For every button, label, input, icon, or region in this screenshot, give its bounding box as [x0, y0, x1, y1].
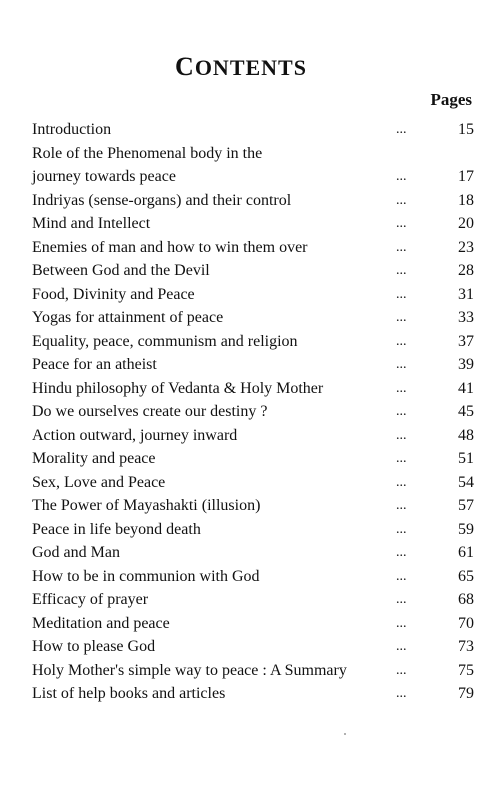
toc-entry: [32, 518, 474, 542]
toc-entry: [32, 212, 474, 236]
toc-entry: [32, 424, 474, 448]
toc-entry-leader: ...: [396, 451, 407, 466]
toc-entry-page-number: 28: [458, 262, 474, 279]
toc-entry-leader: ...: [396, 310, 407, 325]
toc-entry-page-number: 17: [458, 168, 474, 185]
toc-entry-page-number: 61: [458, 544, 474, 561]
toc-entry-title: The Power of Mayashakti (illusion): [32, 497, 261, 514]
toc-entry-page-number: 79: [458, 685, 474, 702]
toc-entry-leader: ...: [396, 545, 407, 560]
toc-entry-title: Between God and the Devil: [32, 262, 210, 279]
toc-entry-title: Do we ourselves create our destiny ?: [32, 403, 268, 420]
toc-entry-page-number: 31: [458, 285, 474, 303]
toc-entry: [32, 353, 474, 377]
toc-entry-leader: ...: [396, 286, 407, 302]
toc-entry-leader: ...: [396, 662, 407, 678]
toc-entry: [32, 189, 474, 213]
toc-entry-page-number: 33: [458, 309, 474, 326]
toc-entry-title: Morality and peace: [32, 450, 156, 467]
toc-entry-title: How to please God: [32, 638, 156, 655]
toc-entry-title: Action outward, journey inward: [32, 426, 238, 444]
toc-entry-leader: ...: [396, 686, 407, 701]
toc-entry-page-number: 51: [458, 450, 474, 467]
toc-entry-title: Indriyas (sense-organs) and their control: [32, 191, 292, 209]
toc-entry: [32, 165, 474, 189]
toc-entry-leader: ...: [396, 192, 407, 208]
toc-entry-page-number: 68: [458, 591, 474, 608]
toc-entry: [32, 236, 474, 260]
title-rest: ONTENTS: [194, 55, 307, 80]
toc-entry-leader: ...: [396, 592, 407, 607]
toc-entry-leader: ...: [396, 169, 407, 184]
toc-entry-page-number: 23: [458, 238, 474, 256]
toc-entry-leader: ...: [396, 239, 407, 255]
toc-entry-page-number: 41: [458, 379, 474, 397]
toc-entry-title: Meditation and peace: [32, 614, 170, 632]
toc-entry-title: Introduction: [32, 121, 112, 138]
toc-entry-page-number: 39: [458, 356, 474, 373]
toc-entry-leader: ...: [396, 568, 407, 584]
toc-entry-title: Efficacy of prayer: [32, 591, 149, 608]
toc-entry: [32, 471, 474, 495]
toc-entry-page-number: 15: [458, 121, 474, 138]
print-speck: [344, 733, 346, 735]
toc-entry-title: God and Man: [32, 544, 120, 561]
toc-entry-leader: ...: [396, 427, 407, 443]
toc-entry: [32, 541, 474, 565]
toc-entry-page-number: 70: [458, 614, 474, 632]
toc-entry-title: Equality, peace, communism and religion: [32, 332, 298, 350]
toc-entry-page-number: 65: [458, 567, 474, 585]
title-initial: C: [175, 52, 195, 81]
toc-entry-page-number: 59: [458, 520, 474, 538]
page-title: [0, 52, 482, 82]
toc-entry-leader: ...: [396, 122, 407, 137]
toc-entry: [32, 494, 474, 518]
toc-entry: [32, 400, 474, 424]
toc-entry-page-number: 48: [458, 426, 474, 444]
toc-entry: [32, 659, 474, 683]
toc-entry: [32, 377, 474, 401]
toc-entry-leader: ...: [396, 474, 407, 490]
table-of-contents: [32, 118, 474, 706]
toc-entry: [32, 682, 474, 706]
toc-entry: [32, 118, 474, 142]
toc-entry-page-number: 73: [458, 638, 474, 655]
toc-entry: [32, 612, 474, 636]
toc-entry: [32, 635, 474, 659]
toc-entry-title: Holy Mother's simple way to peace : A Summary: [32, 661, 347, 679]
pages-column-heading: Pages: [430, 90, 472, 109]
toc-entry-leader: ...: [396, 380, 407, 396]
toc-entry: [32, 259, 474, 283]
toc-entry-title: Sex, Love and Peace: [32, 473, 166, 491]
toc-entry-title: Peace for an atheist: [32, 356, 157, 373]
toc-entry-leader: ...: [396, 521, 407, 537]
toc-entry: [32, 447, 474, 471]
toc-entry-leader: ...: [396, 263, 407, 278]
toc-entry-page-number: 54: [458, 473, 474, 491]
toc-entry: [32, 588, 474, 612]
toc-entry-leader: ...: [396, 404, 407, 419]
toc-entry: [32, 283, 474, 307]
toc-entry-title: Mind and Intellect: [32, 215, 151, 232]
toc-entry-title: Enemies of man and how to win them over: [32, 238, 308, 256]
toc-entry-page-number: 18: [458, 191, 474, 209]
toc-entry-leader: ...: [396, 333, 407, 349]
toc-entry-title: Role of the Phenomenal body in the: [32, 144, 263, 162]
toc-entry: [32, 565, 474, 589]
toc-entry-leader: ...: [396, 357, 407, 372]
toc-entry-leader: ...: [396, 216, 407, 231]
toc-entry-title: Yogas for attainment of peace: [32, 309, 224, 326]
toc-entry-title: How to be in communion with God: [32, 567, 260, 585]
toc-entry: [32, 306, 474, 330]
toc-entry: [32, 142, 474, 166]
toc-entry: [32, 330, 474, 354]
toc-entry-title: Food, Divinity and Peace: [32, 285, 195, 303]
toc-entry-title: Hindu philosophy of Vedanta & Holy Mother: [32, 379, 324, 397]
toc-entry-page-number: 20: [458, 215, 474, 232]
toc-entry-leader: ...: [396, 639, 407, 654]
toc-entry-page-number: 37: [458, 332, 474, 350]
toc-entry-title: journey towards peace: [32, 168, 176, 185]
toc-entry-title: List of help books and articles: [32, 685, 226, 702]
toc-entry-leader: ...: [396, 615, 407, 631]
toc-entry-page-number: 75: [458, 661, 474, 679]
toc-entry-page-number: 57: [458, 497, 474, 514]
toc-entry-page-number: 45: [458, 403, 474, 420]
toc-entry-title: Peace in life beyond death: [32, 520, 201, 538]
toc-entry-leader: ...: [396, 498, 407, 513]
